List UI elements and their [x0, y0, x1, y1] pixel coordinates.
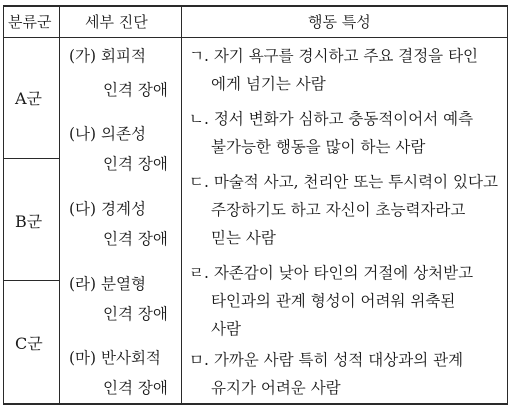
table-top-border [3, 5, 508, 7]
trait-line: ㄷ. 마술적 사고, 천리안 또는 투시력이 있다고 [189, 173, 498, 191]
group-label-b: B군 [15, 212, 43, 231]
group-divider-2 [3, 280, 59, 281]
trait-line: ㄱ. 자기 욕구를 경시하고 주요 결정을 타인 [189, 47, 479, 65]
diagnosis-name: (나) 의존성 [69, 125, 146, 143]
classification-table [3, 5, 508, 405]
header-group: 분류군 [8, 13, 52, 31]
table-bottom-border [3, 403, 508, 405]
diagnosis-name: (가) 회피적 [69, 47, 146, 65]
diagnosis-suffix: 인격 장애 [103, 155, 168, 173]
table-left-border [3, 5, 4, 405]
diagnosis-suffix: 인격 장애 [103, 305, 168, 323]
trait-line: 유지가 어려운 사람 [211, 379, 341, 397]
diagnosis-suffix: 인격 장애 [103, 230, 168, 248]
trait-line: 불가능한 행동을 많이 하는 사람 [211, 138, 426, 156]
trait-line: ㄹ. 자존감이 낮아 타인의 거절에 상처받고 [189, 264, 474, 282]
diagnosis-name: (라) 분열형 [69, 275, 146, 293]
trait-line: ㄴ. 정서 변화가 심하고 충동적이어서 예측 [189, 110, 474, 128]
trait-line: 사람 [211, 320, 241, 338]
trait-line: 에게 넘기는 사람 [211, 75, 326, 93]
diagnosis-name: (다) 경계성 [69, 200, 146, 218]
diagnosis-suffix: 인격 장애 [103, 379, 168, 397]
diagnosis-suffix: 인격 장애 [103, 81, 168, 99]
trait-line: ㅁ. 가까운 사람 특히 성적 대상과의 관계 [189, 351, 464, 369]
column-divider-1 [59, 5, 60, 405]
group-label-a: A군 [15, 89, 43, 108]
group-divider-1 [3, 158, 59, 159]
trait-line: 주장하기도 하고 자신이 초능력자라고 [211, 201, 466, 219]
group-label-c: C군 [15, 334, 43, 353]
diagnosis-name: (마) 반사회적 [69, 349, 161, 367]
header-diagnosis: 세부 진단 [85, 13, 148, 31]
table-right-border [507, 5, 508, 405]
header-trait: 행동 특성 [308, 13, 371, 31]
column-divider-2 [181, 5, 182, 405]
trait-line: 타인과의 관계 형성이 어려워 위축된 [211, 292, 456, 310]
header-divider [3, 37, 508, 38]
trait-line: 믿는 사람 [211, 229, 276, 247]
